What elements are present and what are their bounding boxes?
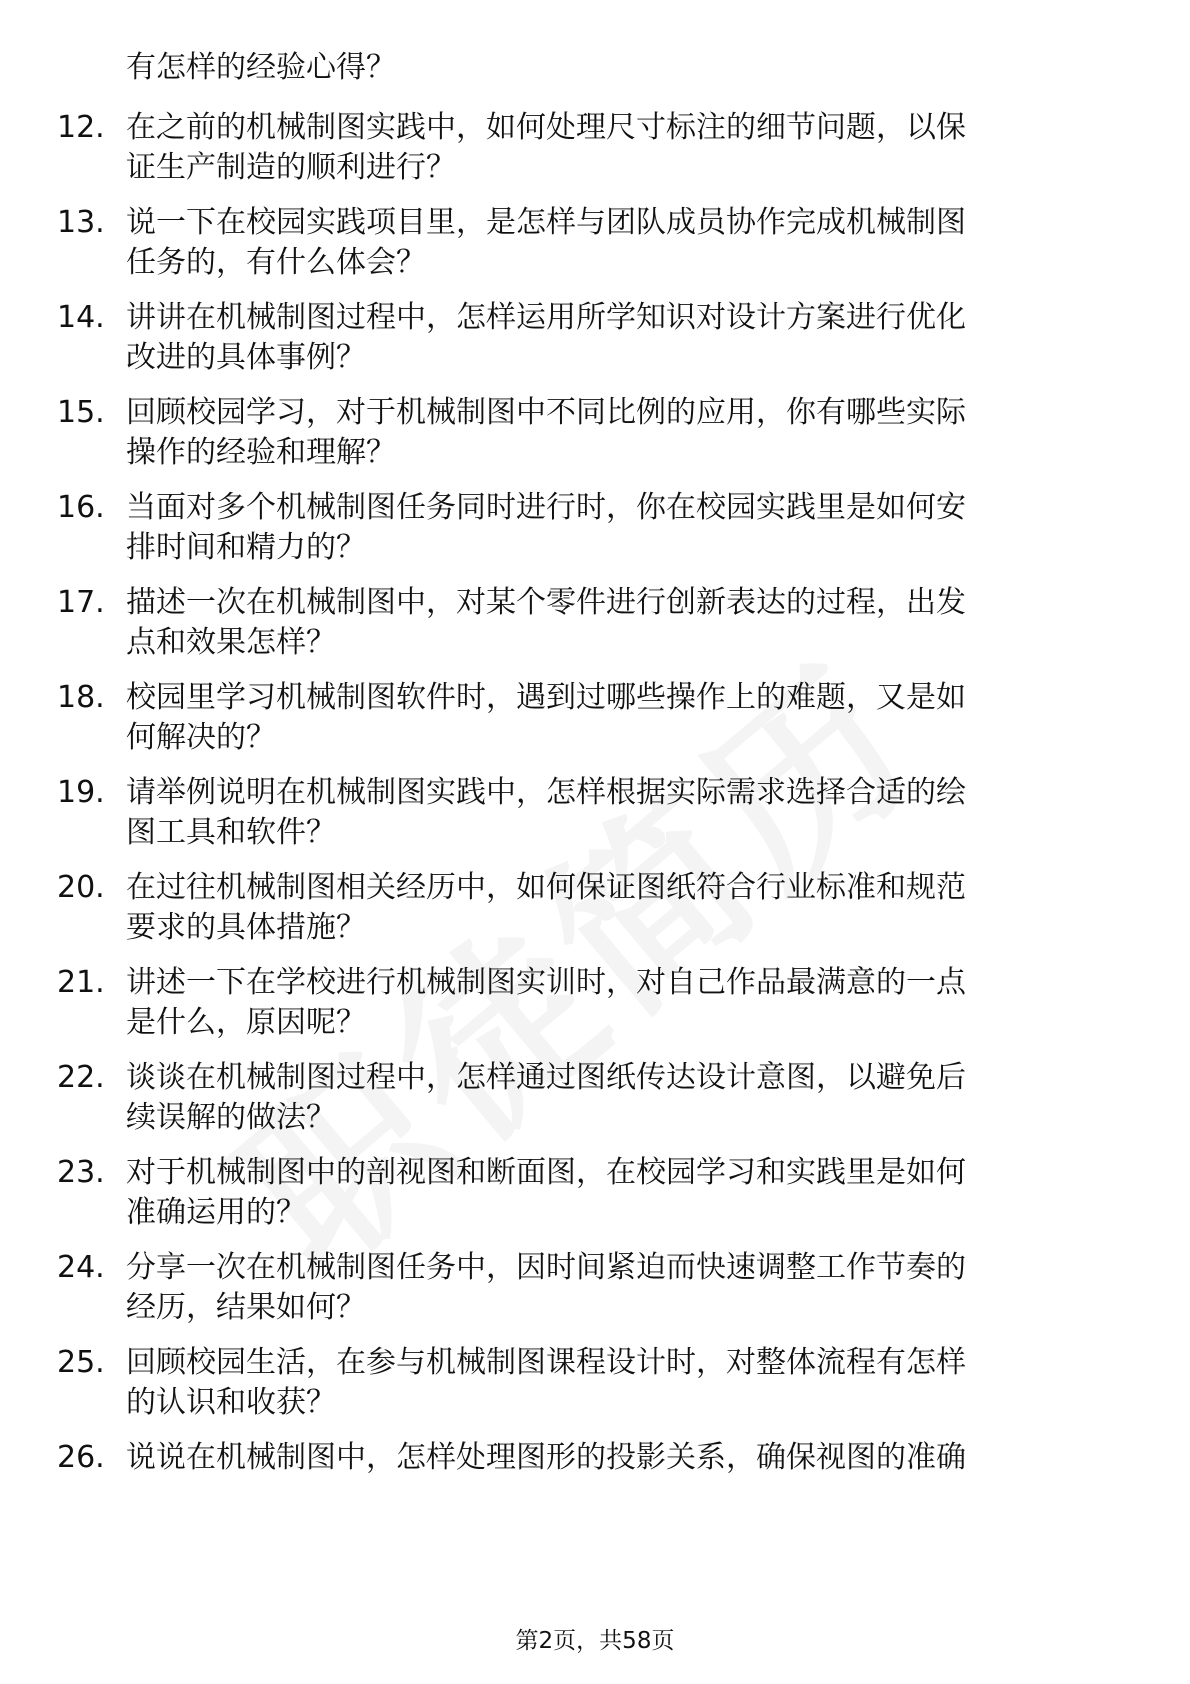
item-number: 26. (57, 1440, 105, 1475)
continued-line: 有怎样的经验心得？ (126, 50, 396, 85)
item-text-line2: 何解决的？ (126, 720, 276, 755)
item-text-line2: 是什么，原因呢？ (126, 1005, 366, 1040)
item-number: 19. (57, 775, 105, 810)
item-text-line1: 回顾校园学习，对于机械制图中不同比例的应用，你有哪些实际 (126, 395, 966, 430)
item-number: 21. (57, 965, 105, 1000)
item-text-line2: 证生产制造的顺利进行？ (126, 150, 456, 185)
item-number: 24. (57, 1250, 105, 1285)
item-text-line2: 续误解的做法？ (126, 1100, 336, 1135)
item-text-line2: 排时间和精力的？ (126, 530, 366, 565)
item-text-line1: 分享一次在机械制图任务中，因时间紧迫而快速调整工作节奏的 (126, 1250, 966, 1285)
item-number: 25. (57, 1345, 105, 1380)
item-text-line2: 点和效果怎样？ (126, 625, 336, 660)
item-text-line2: 要求的具体措施？ (126, 910, 366, 945)
item-text-line2: 准确运用的？ (126, 1195, 306, 1230)
item-number: 20. (57, 870, 105, 905)
page-footer: 第2页，共58页 (515, 1628, 675, 1654)
item-number: 18. (57, 680, 105, 715)
item-text-line1: 讲述一下在学校进行机械制图实训时，对自己作品最满意的一点 (126, 965, 966, 1000)
item-number: 13. (57, 205, 105, 240)
item-text-line2: 的认识和收获？ (126, 1385, 336, 1420)
item-text-line1: 对于机械制图中的剖视图和断面图，在校园学习和实践里是如何 (126, 1155, 966, 1190)
item-text-line1: 请举例说明在机械制图实践中，怎样根据实际需求选择合适的绘 (126, 775, 966, 810)
item-number: 22. (57, 1060, 105, 1095)
item-text-line1: 校园里学习机械制图软件时，遇到过哪些操作上的难题，又是如 (126, 680, 966, 715)
item-number: 15. (57, 395, 105, 430)
item-text-line1: 在之前的机械制图实践中，如何处理尺寸标注的细节问题，以保 (126, 110, 966, 145)
item-text-line1: 说说在机械制图中，怎样处理图形的投影关系，确保视图的准确 (126, 1440, 966, 1475)
item-number: 14. (57, 300, 105, 335)
item-text-line1: 描述一次在机械制图中，对某个零件进行创新表达的过程，出发 (126, 585, 966, 620)
item-number: 17. (57, 585, 105, 620)
item-text-line1: 说一下在校园实践项目里，是怎样与团队成员协作完成机械制图 (126, 205, 966, 240)
item-text-line1: 谈谈在机械制图过程中，怎样通过图纸传达设计意图，以避免后 (126, 1060, 966, 1095)
item-number: 23. (57, 1155, 105, 1190)
item-text-line1: 当面对多个机械制图任务同时进行时，你在校园实践里是如何安 (126, 490, 966, 525)
item-text-line1: 讲讲在机械制图过程中，怎样运用所学知识对设计方案进行优化 (126, 300, 966, 335)
item-text-line2: 任务的，有什么体会？ (126, 245, 426, 280)
item-text-line2: 改进的具体事例？ (126, 340, 366, 375)
item-text-line1: 在过往机械制图相关经历中，如何保证图纸符合行业标准和规范 (126, 870, 966, 905)
item-text-line1: 回顾校园生活，在参与机械制图课程设计时，对整体流程有怎样 (126, 1345, 966, 1380)
item-text-line2: 经历，结果如何？ (126, 1290, 366, 1325)
item-number: 16. (57, 490, 105, 525)
item-number: 12. (57, 110, 105, 145)
item-text-line2: 操作的经验和理解？ (126, 435, 396, 470)
item-text-line2: 图工具和软件？ (126, 815, 336, 850)
